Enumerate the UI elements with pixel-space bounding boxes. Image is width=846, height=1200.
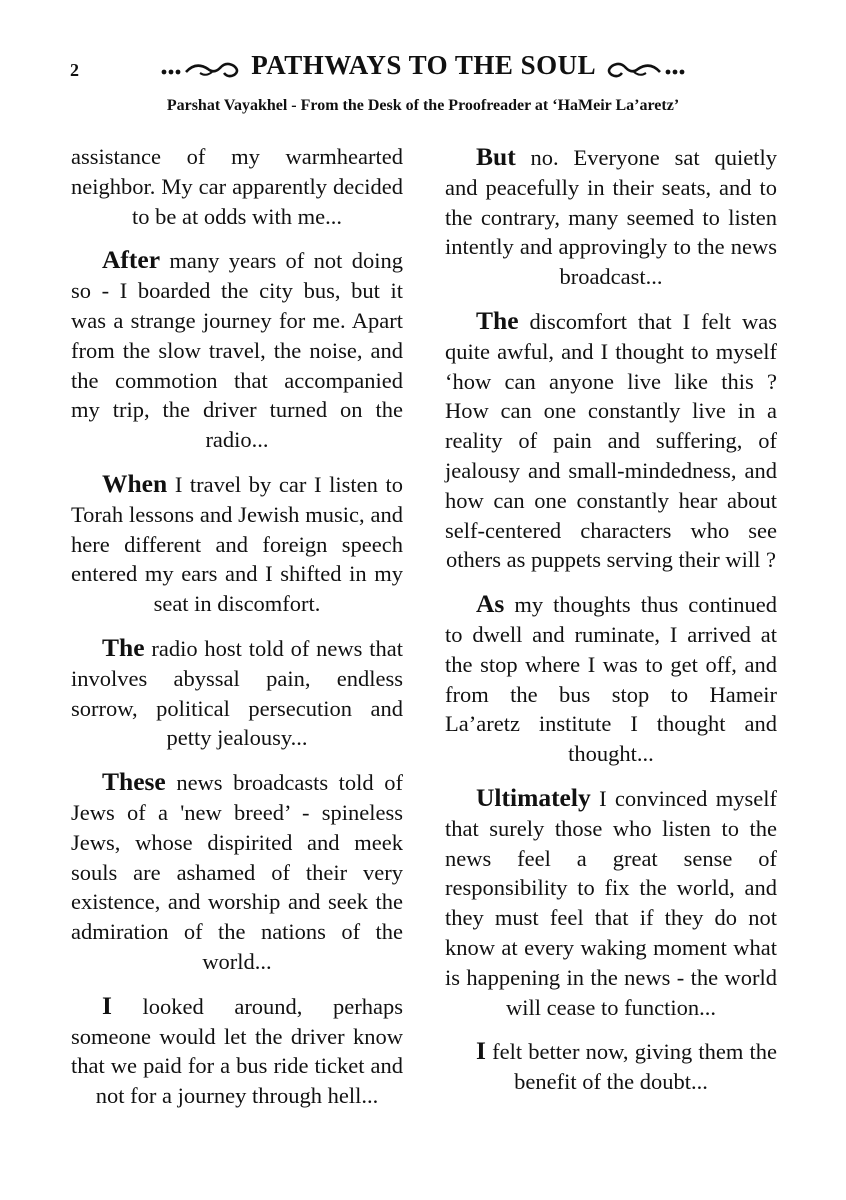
paragraph — [71, 991, 403, 1111]
paragraph-text: discomfort that I felt was quite awful, and I thought to myself ‘how can anyone live like this ? How can one constantly live in a reality of pain and suffering, of jealousy and small-mindedness, and how can one constantly hear about self-centered characters who see others as puppets serving their will ? — [445, 308, 777, 573]
ornament-left-icon — [160, 57, 244, 79]
paragraph-text: many years of not doing so - I boarded the city bus, but it was a strange journey for me. Apart from the slow travel, the noise, and the commotion that accompanied my trip, the driver turned on the radio... — [71, 248, 403, 453]
paragraph — [71, 633, 403, 753]
paragraph — [71, 142, 403, 231]
lead-word: As — [476, 589, 505, 619]
paragraph-text: felt better now, giving them the benefit of the doubt... — [485, 1039, 777, 1095]
paragraph-text: I travel by car I listen to Torah lessons and Jewish music, and here different and foreign speech entered my ears and I shifted in my seat in discomfort. — [71, 471, 403, 617]
paragraph-text: my thoughts thus continued to dwell and ruminate, I arrived at the stop where I was to get off, and from the bus stop to Hameir La’aretz institute I thought and thought... — [445, 592, 777, 767]
paragraph-text: I convinced myself that surely those who listen to the news feel a great sense of responsibility to fix the world, and they must feel that if they do not know at every waking moment what is happening in the news - the world will cease to function... — [445, 785, 777, 1020]
page-title: PATHWAYS TO THE SOUL — [251, 50, 595, 80]
paragraph-text: news broadcasts told of Jews of a 'new breed’ - spineless Jews, whose dispirited and meek souls are ashamed of their very existence, and worship and seek the admiration of the nations of the world... — [71, 770, 403, 974]
paragraph — [71, 767, 403, 977]
paragraph-text: radio host told of news that involves abyssal pain, endless sorrow, political persecution and petty jealousy... — [71, 635, 403, 751]
page-subtitle: Parshat Vayakhel - From the Desk of the Proofreader at ‘HaMeir La’aretz’ — [166, 97, 680, 114]
page-title-bar — [0, 50, 846, 81]
paragraph — [445, 142, 777, 292]
paragraph — [445, 306, 777, 575]
right-column — [445, 142, 777, 1111]
lead-word: The — [476, 305, 519, 335]
paragraph — [445, 1036, 777, 1097]
lead-word: I — [476, 1036, 486, 1066]
paragraph-text: looked around, perhaps someone would let the driver know that we paid for a bus ride ticket and not for a journey through hell... — [71, 993, 403, 1109]
paragraph — [445, 783, 777, 1022]
left-column — [71, 142, 403, 1125]
paragraph-text: no. Everyone sat quietly and peacefully in their seats, and to the contrary, many seemed to listen intently and approvingly to the news broadcast... — [445, 145, 777, 290]
page-number: 2 — [70, 60, 79, 80]
lead-word: These — [102, 767, 166, 797]
lead-word: After — [102, 245, 161, 275]
lead-word: I — [102, 990, 112, 1020]
paragraph — [445, 589, 777, 769]
lead-word: But — [476, 142, 516, 171]
paragraph — [71, 245, 403, 455]
lead-word: Ultimately — [476, 782, 591, 812]
lead-word: The — [102, 632, 145, 662]
paragraph — [71, 469, 403, 619]
paragraph-text: assistance of my warmhearted neighbor. My car apparently decided to be at odds with me... — [71, 144, 403, 229]
ornament-right-icon — [602, 57, 686, 79]
lead-word: When — [102, 468, 168, 498]
